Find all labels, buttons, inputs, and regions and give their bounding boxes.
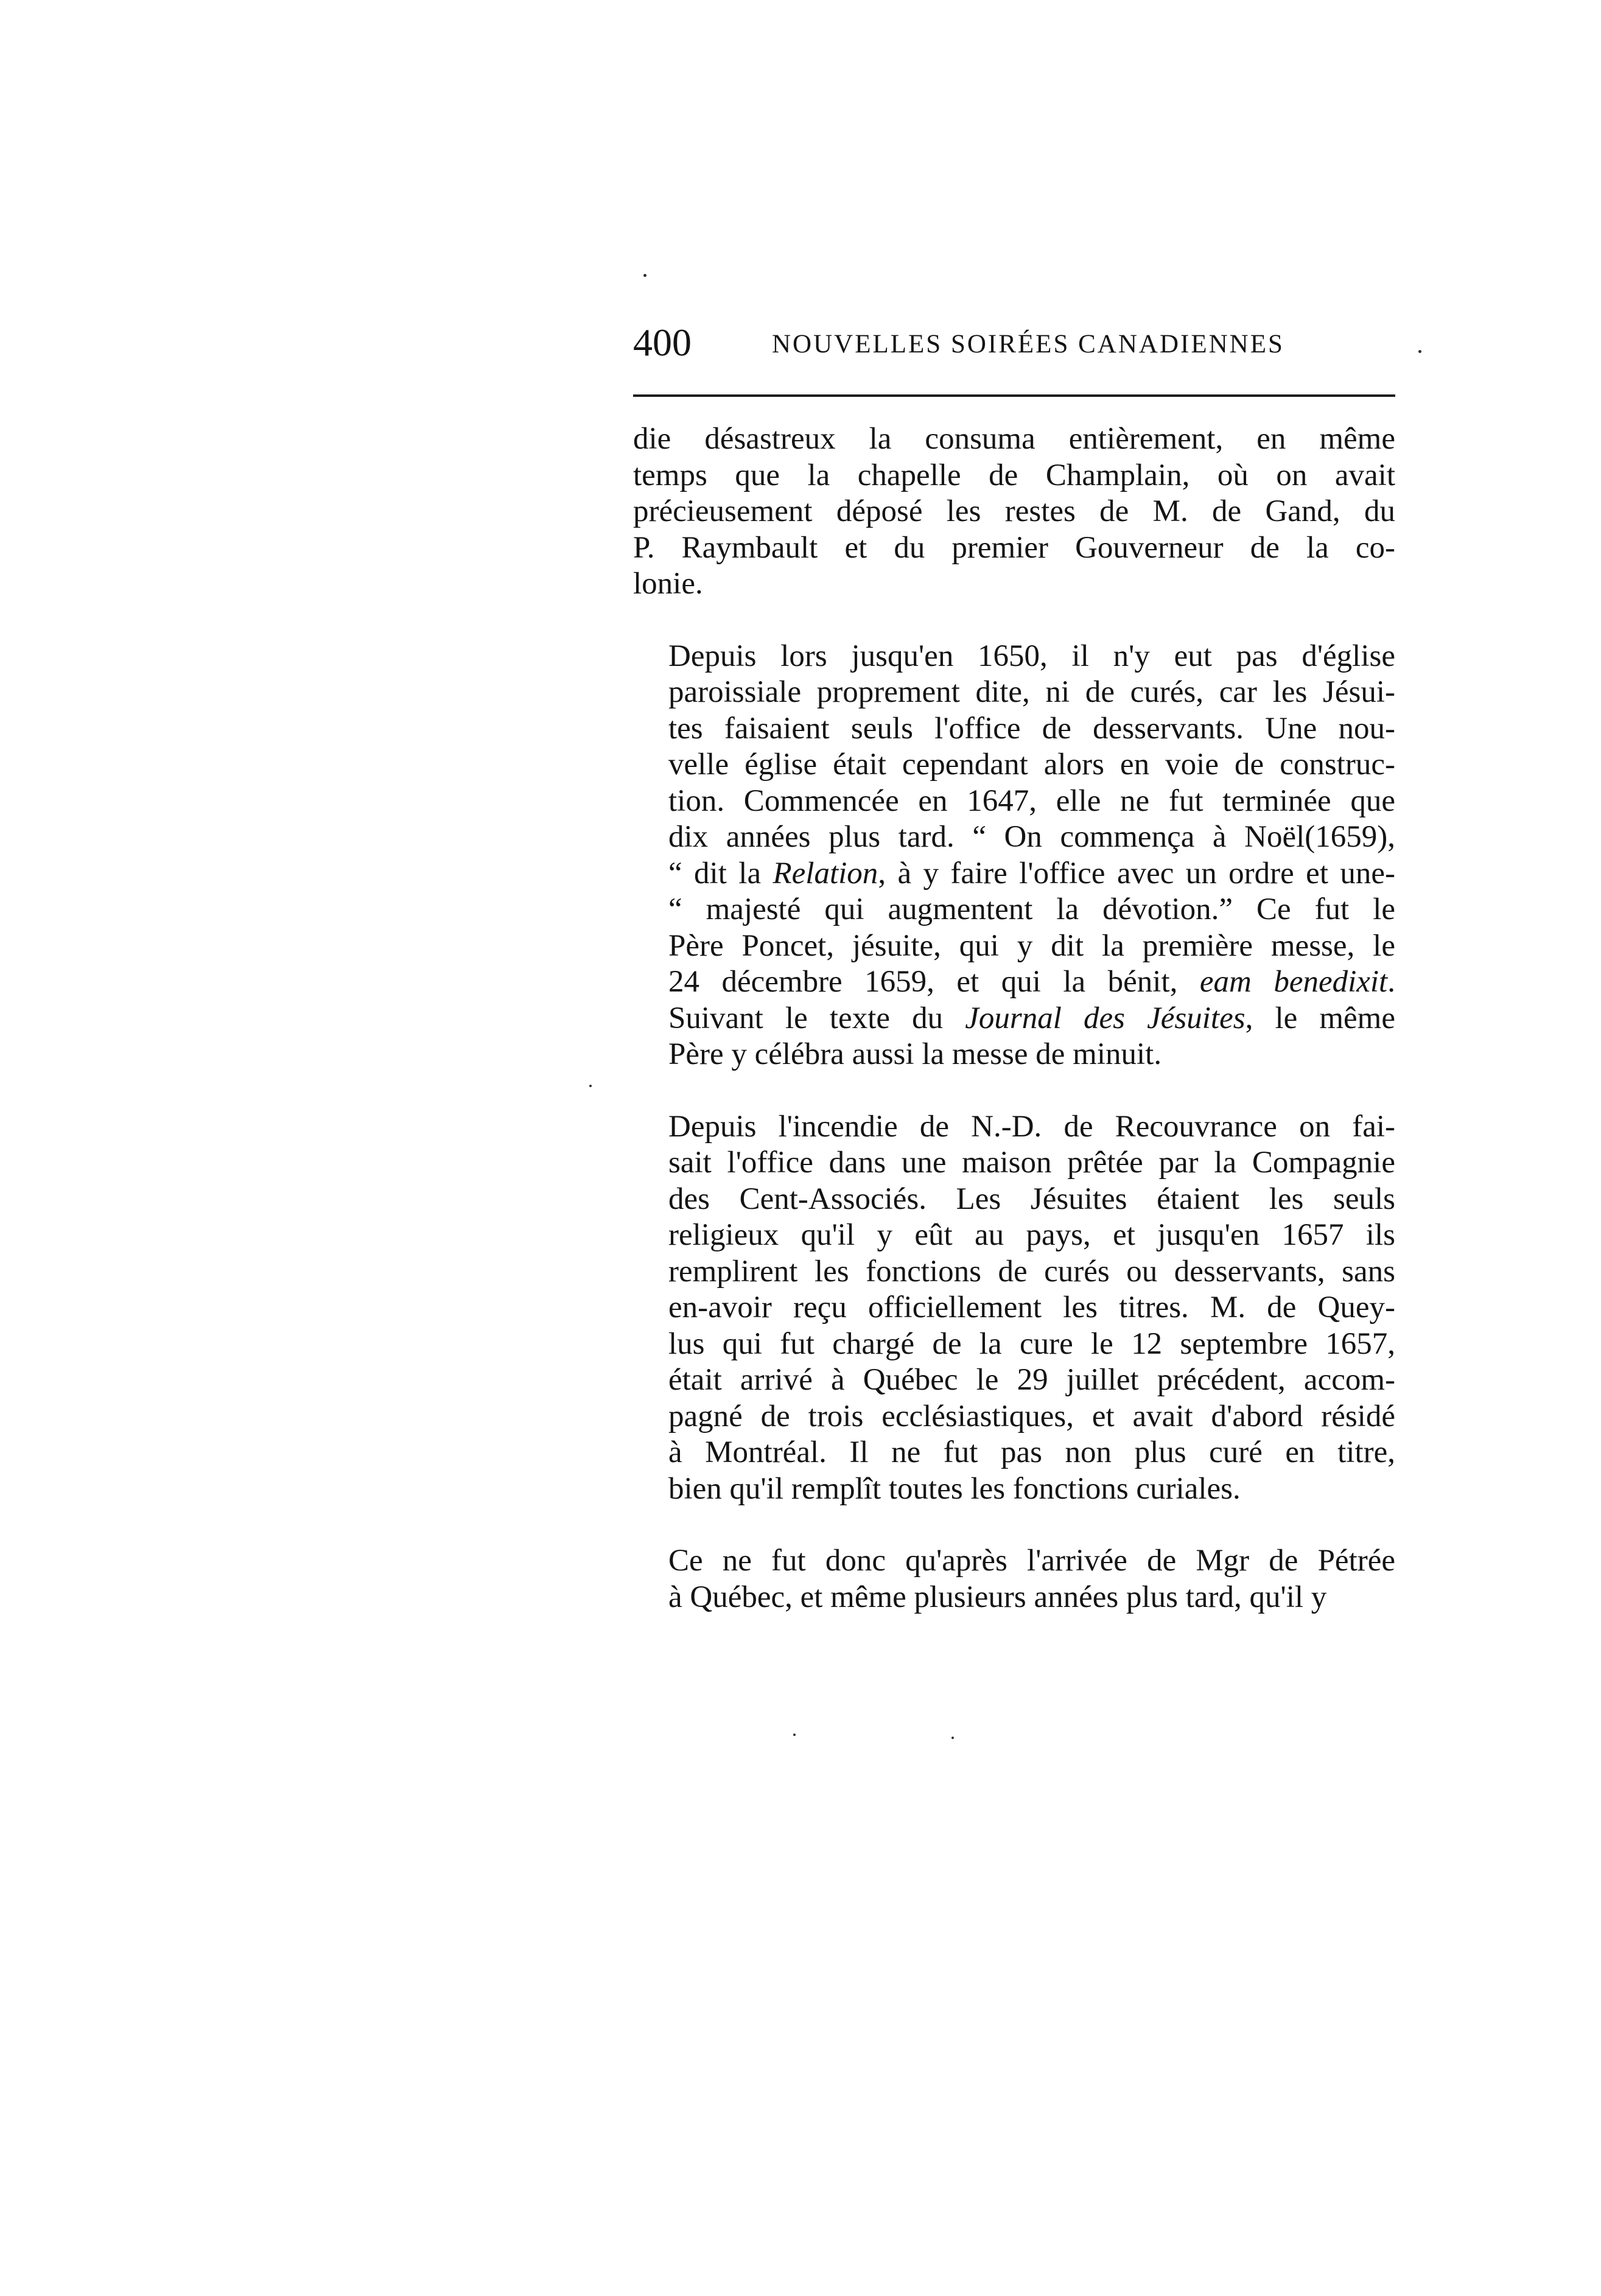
text-line: Suivant le texte du Journal des Jésuites, le même [668, 1001, 1395, 1035]
text-line: était arrivé à Québec le 29 juillet précédent, accom- [668, 1363, 1395, 1397]
text-line: pagné de trois ecclésiastiques, et avait d'abord résidé [668, 1399, 1395, 1433]
page-number: 400 [633, 321, 692, 364]
print-speck [793, 1734, 796, 1736]
paragraph [633, 1109, 1395, 1508]
text-line: Depuis lors jusqu'en 1650, il n'y eut pas d'église [668, 639, 1395, 673]
text-line: tion. Commencée en 1647, elle ne fut terminée que [668, 783, 1395, 818]
text-line: à Québec, et même plusieurs années plus tard, qu'il y [668, 1580, 1327, 1614]
text-line: religieux qu'il y eût au pays, et jusqu'en 1657 ils [668, 1218, 1395, 1252]
text-line: lonie. [633, 567, 703, 601]
text-line: dix années plus tard. “ On commença à Noël(1659), [668, 820, 1395, 854]
text-line: “ dit la Relation, à y faire l'office avec un ordre et une- [668, 856, 1396, 891]
text-line: Père y célébra aussi la messe de minuit. [668, 1037, 1162, 1071]
text-line: tes faisaient seuls l'office de desservants. Une nou- [668, 711, 1395, 746]
text-line: à Montréal. Il ne fut pas non plus curé en titre, [668, 1435, 1395, 1469]
text-line: temps que la chapelle de Champlain, où on avait [633, 458, 1395, 492]
text-line: bien qu'il remplît toutes les fonctions curiales. [668, 1471, 1241, 1506]
text-line: velle église était cependant alors en voie de construc- [668, 747, 1395, 782]
running-title: NOUVELLES SOIRÉES CANADIENNES [772, 330, 1284, 359]
print-speck [951, 1737, 954, 1739]
print-speck [643, 274, 646, 277]
header-rule [633, 394, 1395, 397]
text-line: paroissiale proprement dite, ni de curés, car les Jésui- [668, 675, 1395, 709]
paragraph [633, 1543, 1395, 1615]
text-line: Père Poncet, jésuite, qui y dit la première messe, le [668, 928, 1395, 963]
text-line: lus qui fut chargé de la cure le 12 septembre 1657, [668, 1326, 1395, 1361]
print-speck [589, 1085, 592, 1087]
text-line: remplirent les fonctions de curés ou desservants, sans [668, 1254, 1395, 1289]
text-line: sait l'office dans une maison prêtée par la Compagnie [668, 1146, 1395, 1180]
text-line: die désastreux la consuma entièrement, en même [633, 422, 1395, 456]
text-line: en-avoir reçu officiellement les titres. M. de Quey- [668, 1290, 1395, 1325]
text-line: “ majesté qui augmentent la dévotion.” Ce fut le [668, 892, 1395, 926]
text-line: Ce ne fut donc qu'après l'arrivée de Mgr de Pétrée [668, 1544, 1395, 1578]
print-speck [1418, 350, 1421, 353]
paragraph [633, 421, 1395, 603]
text-line: P. Raymbault et du premier Gouverneur de la co- [633, 530, 1395, 565]
paragraph [633, 639, 1395, 1073]
text-line: Depuis l'incendie de N.-D. de Recouvrance on fai- [668, 1109, 1395, 1144]
body-text [633, 421, 1395, 1651]
text-line: précieusement déposé les restes de M. de Gand, du [633, 494, 1395, 528]
text-line: des Cent-Associés. Les Jésuites étaient les seuls [668, 1181, 1395, 1216]
text-line: 24 décembre 1659, et qui la bénit, eam benedixit. [668, 965, 1395, 999]
